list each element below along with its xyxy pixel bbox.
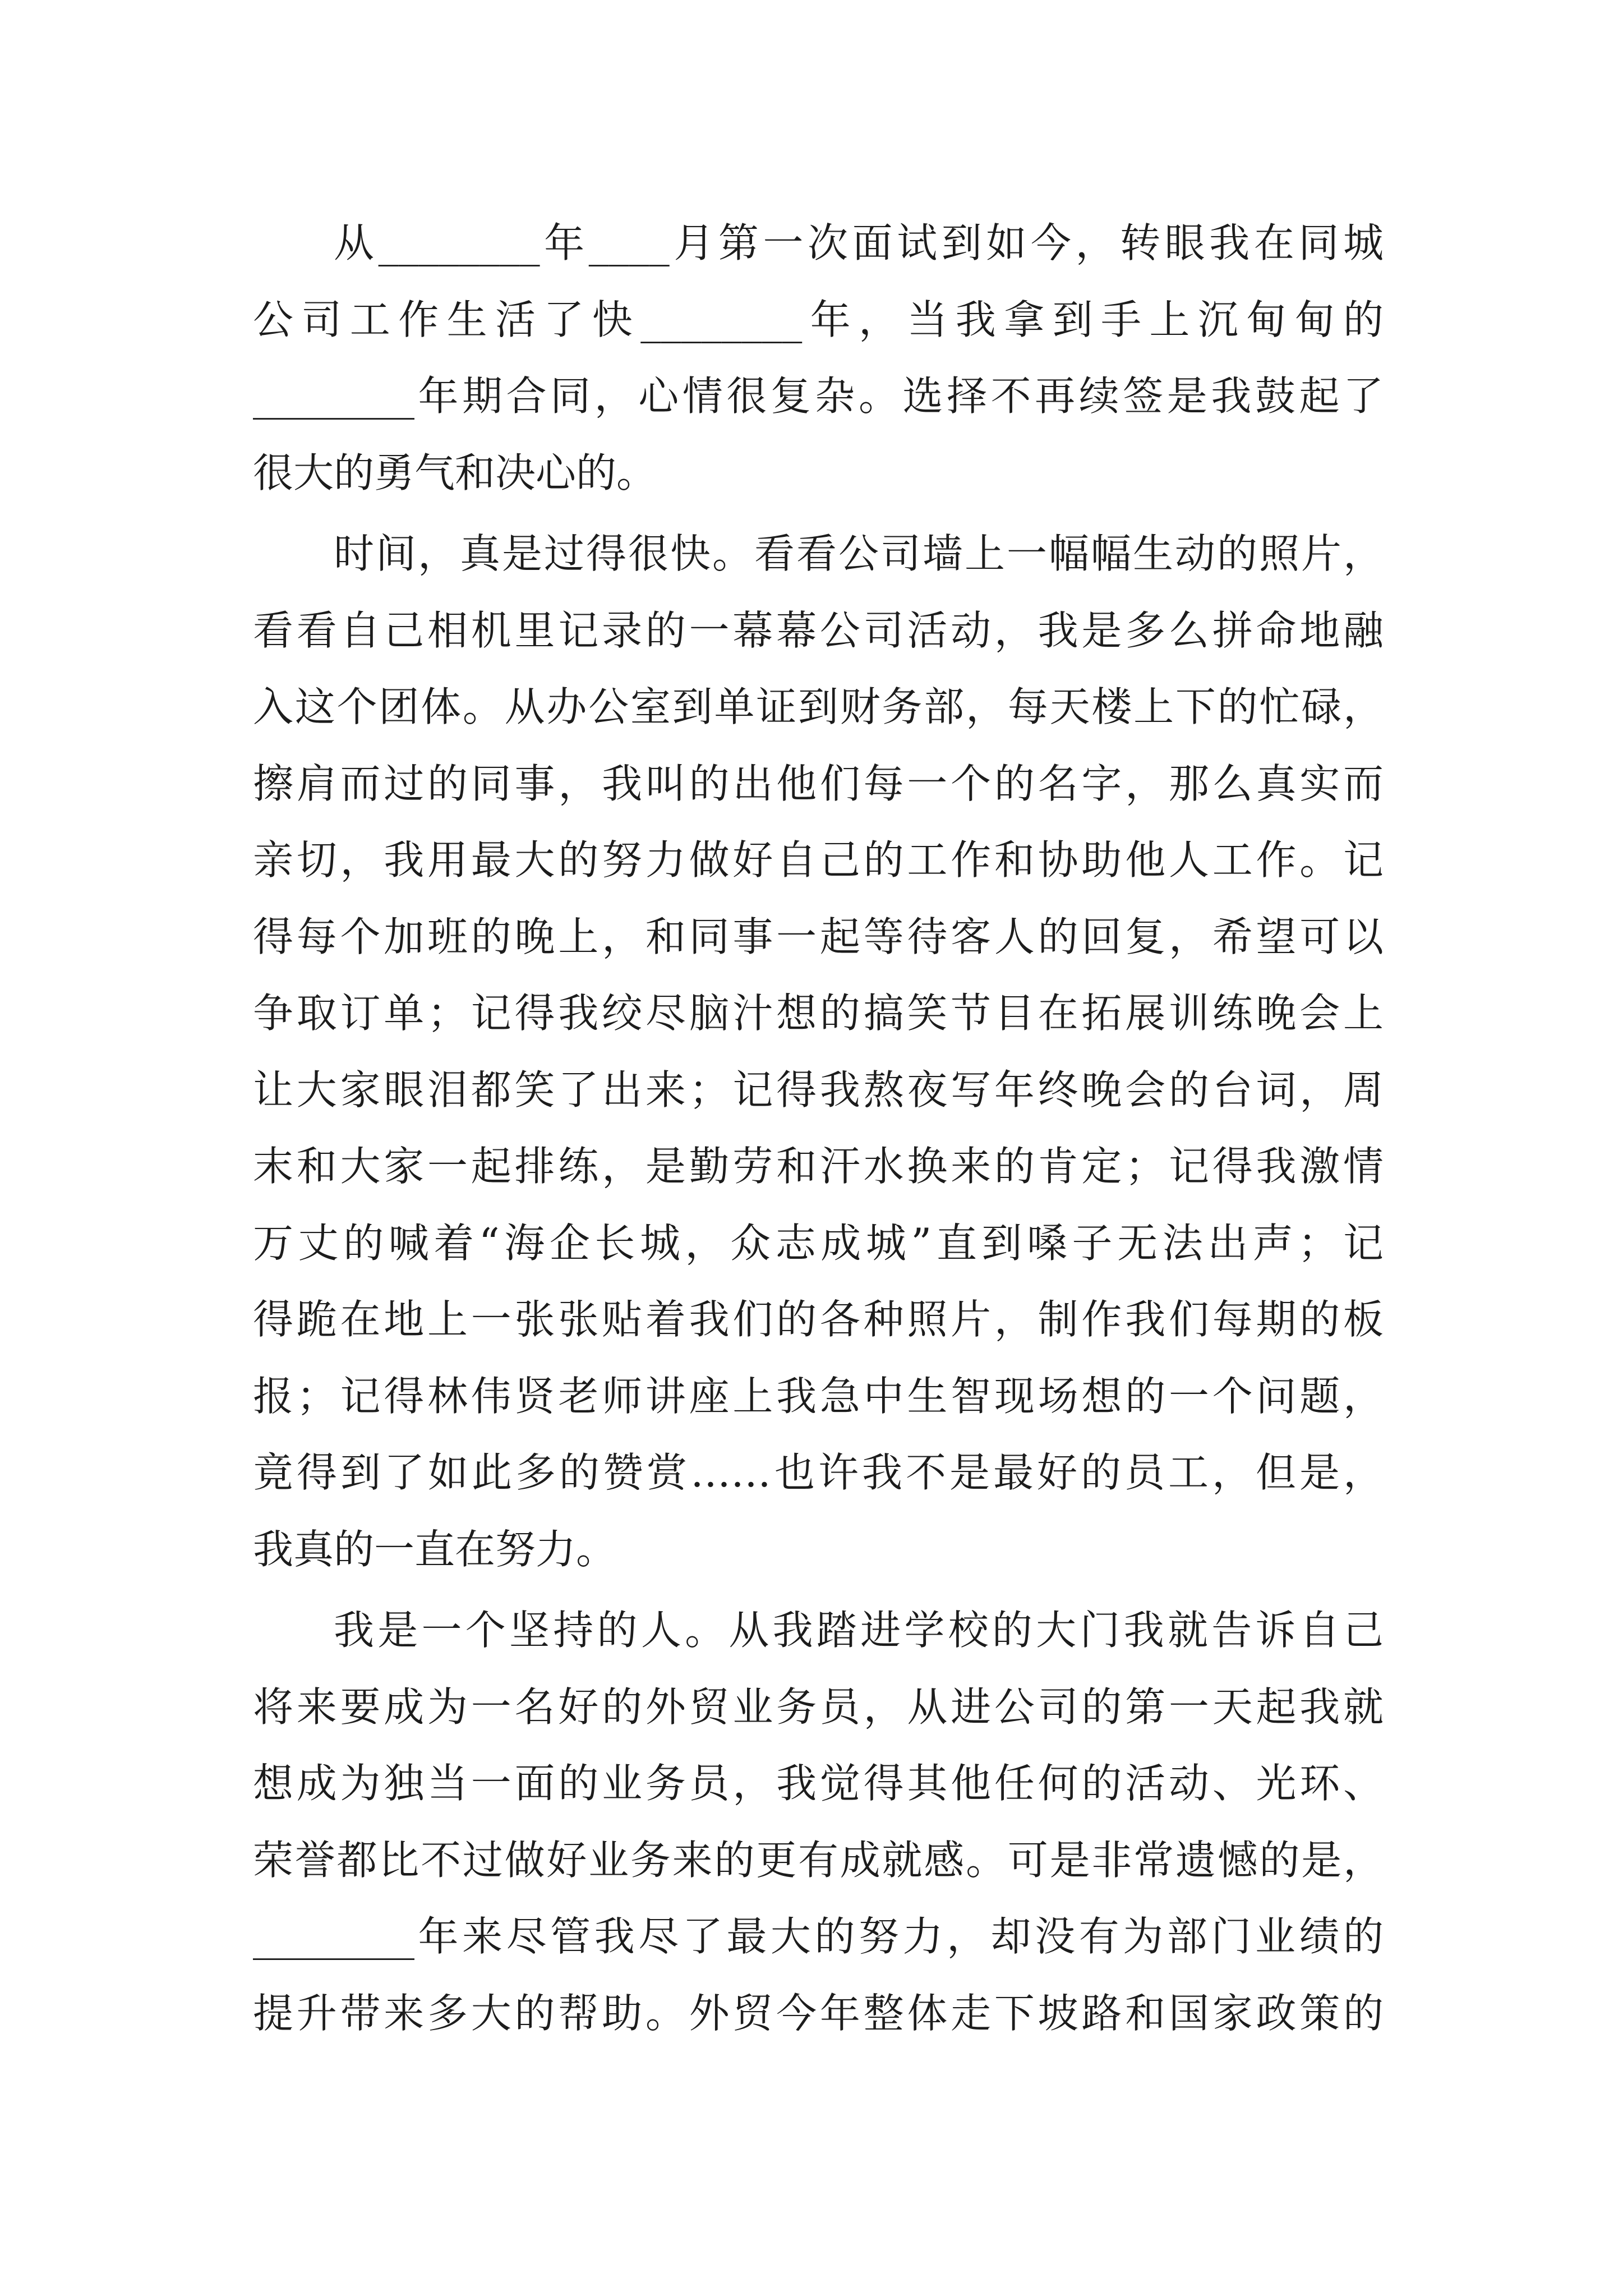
paragraph-2-line-13: 竟得到了如此多的赞赏……也许我不是最好的员工，但是， — [253, 1449, 1384, 1496]
paragraph-2-line-7: 争取订单；记得我绞尽脑汁想的搞笑节目在拓展训练晚会上 — [253, 990, 1384, 1037]
paragraph-3-line-1: 我是一个坚持的人。从我踏进学校的大门我就告诉自己 — [334, 1607, 1384, 1654]
paragraph-2-line-1: 时间，真是过得很快。看看公司墙上一幅幅生动的照片， — [334, 530, 1384, 577]
paragraph-1-line-3: ________年期合同，心情很复杂。选择不再续签是我鼓起了 — [253, 372, 1384, 420]
paragraph-3-line-6: 提升带来多大的帮助。外贸今年整体走下坡路和国家政策的 — [253, 1989, 1384, 2037]
paragraph-1-line-1: 从________年____月第一次面试到如今，转眼我在同城 — [334, 219, 1384, 266]
paragraph-2-line-3: 入这个团体。从办公室到单证到财务部，每天楼上下的忙碌， — [253, 683, 1384, 730]
paragraph-1 — [253, 205, 1384, 511]
paragraph-1-line-4: 很大的勇气和决心的。 — [253, 449, 657, 496]
paragraph-2-line-5: 亲切，我用最大的努力做好自己的工作和协助他人工作。记 — [253, 836, 1384, 884]
paragraph-2-line-8: 让大家眼泪都笑了出来；记得我熬夜写年终晚会的台词，周 — [253, 1066, 1384, 1114]
body-text — [253, 205, 1384, 2056]
paragraph-3-line-3: 想成为独当一面的业务员，我觉得其他任何的活动、光环、 — [253, 1760, 1384, 1807]
paragraph-2-line-9: 末和大家一起排练，是勤劳和汗水换来的肯定；记得我激情 — [253, 1143, 1384, 1190]
paragraph-3-line-2: 将来要成为一名好的外贸业务员，从进公司的第一天起我就 — [253, 1683, 1384, 1731]
paragraph-2-line-2: 看看自己相机里记录的一幕幕公司活动，我是多么拼命地融 — [253, 606, 1384, 654]
paragraph-2-line-12: 报；记得林伟贤老师讲座上我急中生智现场想的一个问题， — [253, 1372, 1384, 1420]
paragraph-3-line-4: 荣誉都比不过做好业务来的更有成就感。可是非常遗憾的是， — [253, 1836, 1384, 1884]
paragraph-3-line-5: ________年来尽管我尽了最大的努力，却没有为部门业绩的 — [253, 1913, 1384, 1960]
paragraph-2-line-14: 我真的一直在努力。 — [253, 1525, 617, 1573]
paragraph-2-line-10: 万丈的喊着“海企长城，众志成城”直到嗓子无法出声；记 — [253, 1219, 1384, 1267]
paragraph-2-line-11: 得跪在地上一张张贴着我们的各种照片，制作我们每期的板 — [253, 1296, 1384, 1343]
paragraph-2 — [253, 516, 1384, 1588]
paragraph-1-line-2: 公司工作生活了快________年，当我拿到手上沉甸甸的 — [253, 296, 1384, 343]
paragraph-2-line-4: 擦肩而过的同事，我叫的出他们每一个的名字，那么真实而 — [253, 760, 1384, 807]
paragraph-2-line-6: 得每个加班的晚上，和同事一起等待客人的回复，希望可以 — [253, 913, 1384, 960]
paragraph-3 — [253, 1592, 1384, 2051]
